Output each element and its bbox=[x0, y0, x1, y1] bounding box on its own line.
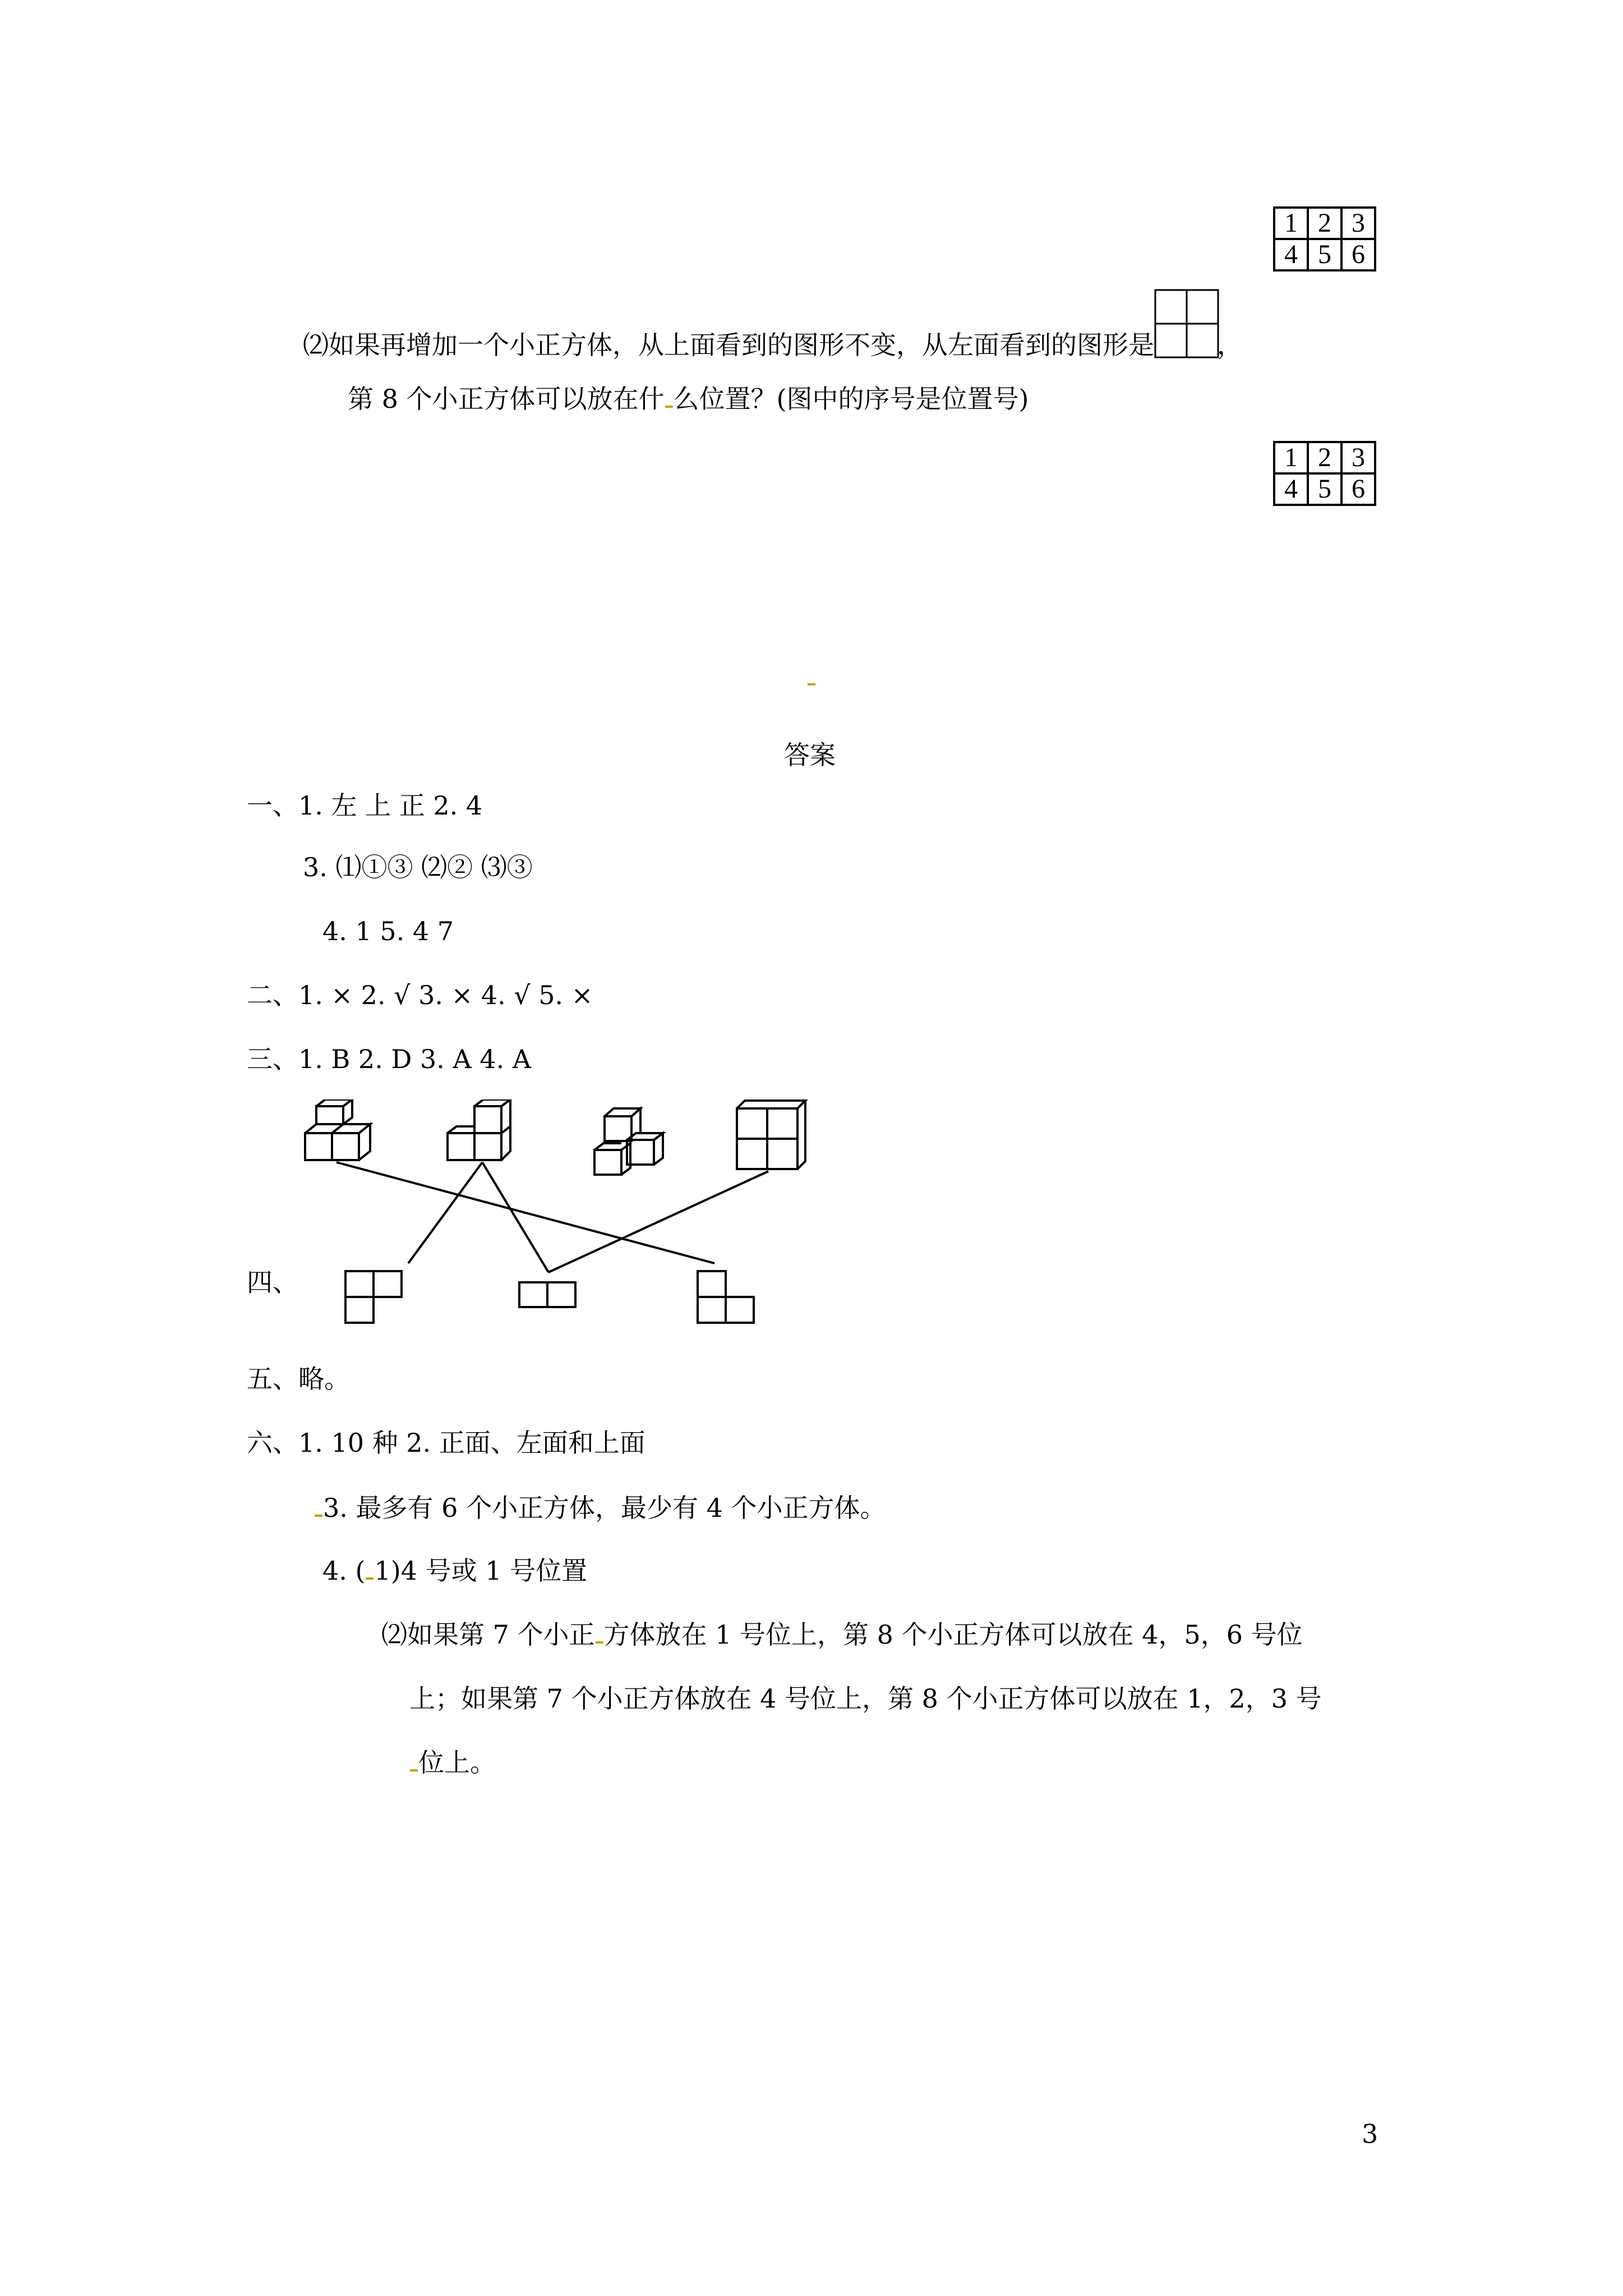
cube-group-1 bbox=[305, 1099, 370, 1160]
answer-section-4-label: 四、 bbox=[247, 1267, 298, 1297]
view-shape-c bbox=[698, 1271, 754, 1323]
answer-text: 3. 最多有 6 个小正方体，最少有 4 个小正方体。 bbox=[323, 1493, 886, 1523]
grid-cell: 2 bbox=[1308, 208, 1341, 239]
answer-section-6-line-2 bbox=[314, 1492, 886, 1524]
cube-group-4 bbox=[737, 1101, 805, 1169]
left-view-figure bbox=[1154, 328, 1217, 360]
answer-section-6-line-1: 六、1. 10 种 2. 正面、左面和上面 bbox=[247, 1428, 645, 1458]
answer-section-1-line-1: 一、1. 左 上 正 2. 4 bbox=[247, 790, 483, 821]
two-by-two-square-icon bbox=[1154, 289, 1221, 361]
question-line-2 bbox=[348, 383, 1029, 415]
answers-title: 答案 bbox=[784, 740, 836, 770]
cube-group-3 bbox=[594, 1108, 663, 1175]
answer-section-5: 五、略。 bbox=[247, 1364, 350, 1394]
grid-cell: 1 bbox=[1274, 208, 1308, 239]
cube-group-2 bbox=[448, 1099, 510, 1160]
grid-cell: 3 bbox=[1341, 442, 1375, 473]
answer-text-a: ⑵如果第 7 个小正 bbox=[381, 1619, 595, 1650]
position-grid-2 bbox=[1273, 441, 1376, 506]
view-shape-a bbox=[345, 1271, 402, 1323]
highlight-mark bbox=[410, 1769, 418, 1772]
answer-text: 位上。 bbox=[418, 1747, 496, 1778]
match-line bbox=[408, 1162, 482, 1263]
grid-cell: 1 bbox=[1274, 442, 1308, 473]
grid-cell: 4 bbox=[1274, 239, 1308, 270]
answer-section-1-line-3: 4. 1 5. 4 7 bbox=[322, 916, 454, 946]
answer-text-b: 方体放在 1 号位上，第 8 个小正方体可以放在 4，5，6 号位 bbox=[603, 1619, 1303, 1650]
question-comma: ， bbox=[1217, 330, 1243, 360]
match-line bbox=[336, 1162, 714, 1263]
answer-section-3: 三、1. B 2. D 3. A 4. A bbox=[247, 1044, 532, 1074]
answer-section-6-line-3 bbox=[322, 1555, 587, 1586]
grid-cell: 6 bbox=[1341, 239, 1375, 270]
grid-cell: 4 bbox=[1274, 473, 1308, 505]
answer-section-6-line-6 bbox=[409, 1747, 496, 1778]
highlight-mark bbox=[665, 406, 673, 408]
matching-figure bbox=[297, 1099, 869, 1329]
position-grid-1 bbox=[1273, 206, 1376, 272]
grid-cell: 2 bbox=[1308, 442, 1341, 473]
grid-cell: 5 bbox=[1308, 473, 1341, 505]
grid-cell: 5 bbox=[1308, 239, 1341, 270]
answer-section-6-line-5: 上；如果第 7 个小正方体放在 4 号位上，第 8 个小正方体可以放在 1，2，3 号 bbox=[409, 1683, 1322, 1714]
highlight-mark bbox=[596, 1641, 603, 1644]
grid-cell: 3 bbox=[1341, 208, 1375, 239]
stray-mark bbox=[808, 683, 815, 685]
highlight-mark bbox=[366, 1577, 374, 1580]
grid-cell: 6 bbox=[1341, 473, 1375, 505]
question-text: ⑵如果再增加一个小正方体，从上面看到的图形不变，从左面看到的图形是 bbox=[303, 330, 1154, 360]
question-text-a: 第 8 个小正方体可以放在什 bbox=[348, 384, 665, 414]
question-line-1 bbox=[303, 328, 1243, 361]
answer-section-6-line-4 bbox=[381, 1619, 1303, 1650]
page-number: 3 bbox=[1362, 2119, 1378, 2149]
highlight-mark bbox=[315, 1515, 322, 1517]
view-shape-b bbox=[519, 1282, 575, 1307]
question-text-b: 么位置？(图中的序号是位置号) bbox=[673, 384, 1029, 414]
answer-section-1-line-2: 3. ⑴①③ ⑵② ⑶③ bbox=[303, 852, 533, 882]
match-line bbox=[548, 1171, 768, 1272]
answer-text-b: 1)4 号或 1 号位置 bbox=[374, 1556, 588, 1586]
answer-text-a: 4. ( bbox=[322, 1556, 366, 1586]
answer-section-2: 二、1. × 2. √ 3. × 4. √ 5. × bbox=[247, 980, 593, 1010]
